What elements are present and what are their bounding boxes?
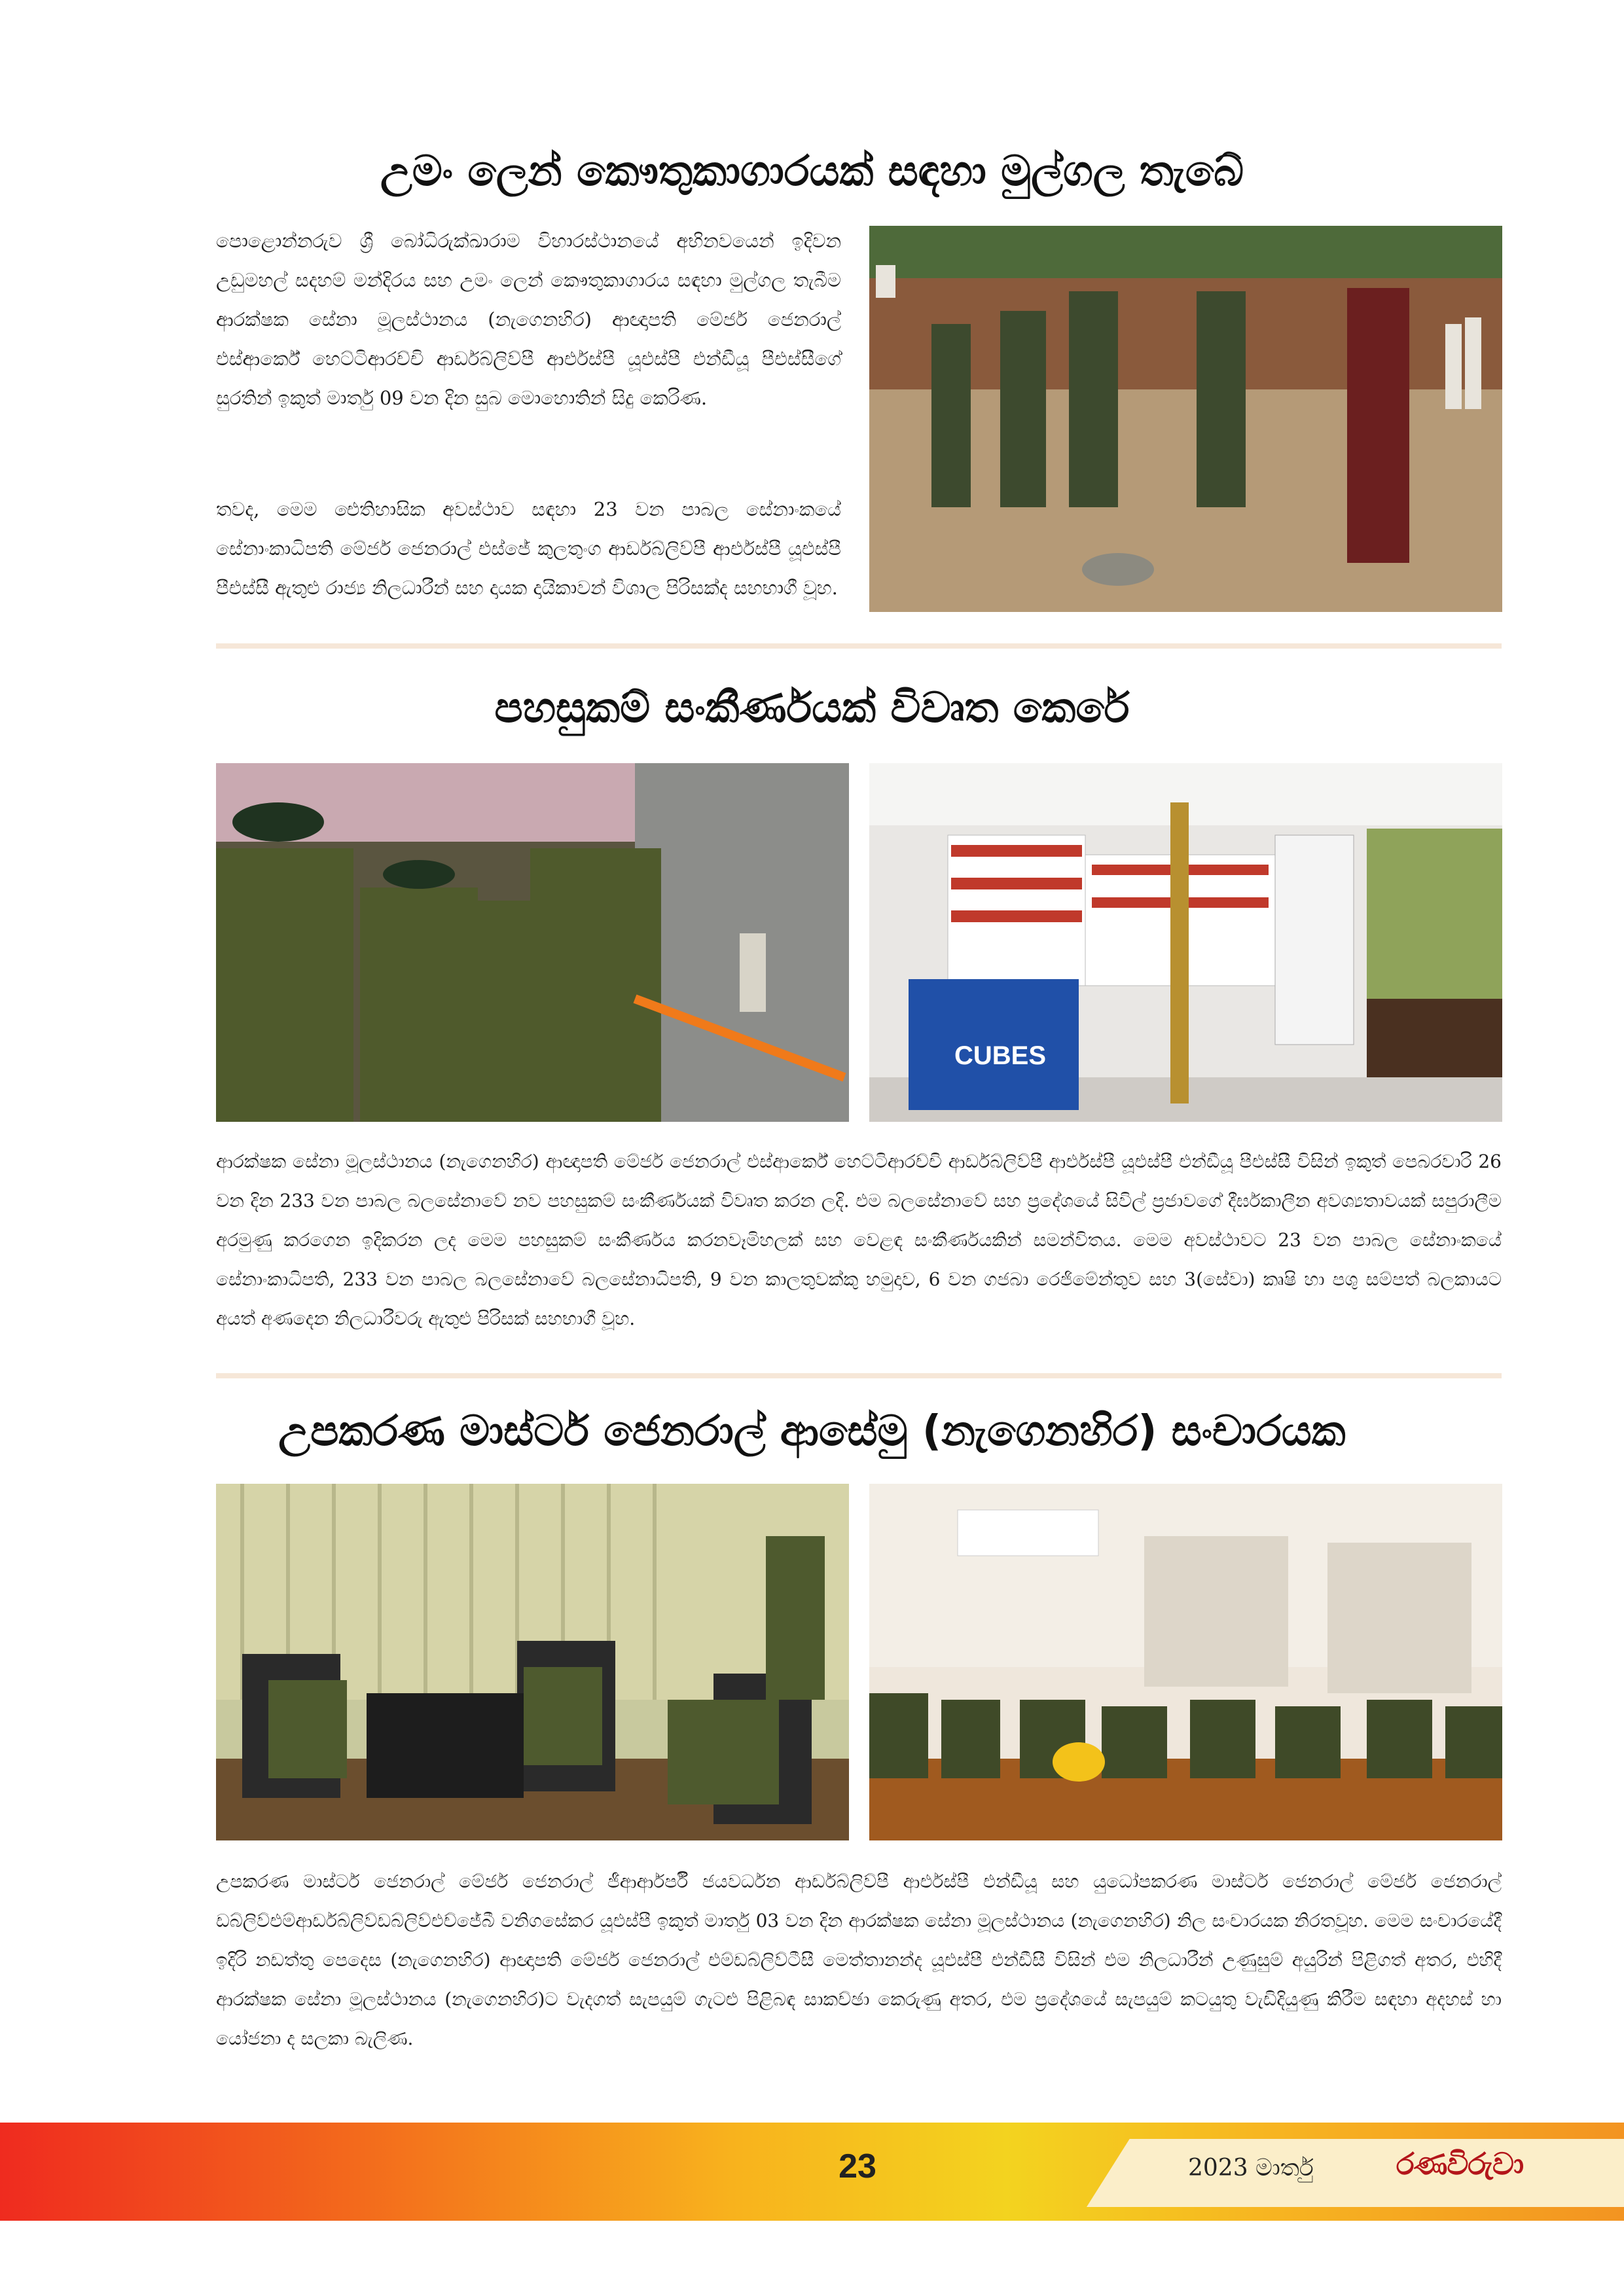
page-number: 23 [839, 2147, 876, 2185]
photo-ribbon-cutting [216, 763, 849, 1122]
issue-date: 2023 මාර්තු [1188, 2155, 1314, 2181]
separator-1 [216, 643, 1502, 649]
photo-foundation-stone-ceremony [869, 226, 1502, 612]
photo-conference-room [869, 1484, 1502, 1840]
article-3-paragraph-1: උපකරණ මාස්ටර් ජෙනරාල් මේජර් ජෙනරාල් ජීආර්ආර්පී ජයවර්ධන ආර්ඩබ්ලිව්පී ආර්එස්පී එන්ඩීයූ සහ යුධෝපකරණ මාස්ටර් ජෙනරාල් මේජර් ජෙනරාල් ඩබ්ලිව්එම්ආර්ඩබ්ලිව්ඩබ්ලිව්එච්ජේබී වනිගසේකර යූඑස්පී ඉකුත් මාර්තු 03 වන දින ආරක්ෂක සේනා මූලස්ථානය (නැගෙනහිර) නිල සංචාරයක නිරතවූහ. මෙම සංචාරයේදී ඉදිරි නඩත්තු පෙදෙස (නැගෙනහිර) ආඥාපති මේජර් ජෙනරාල් එම්ඩබ්ලිව්ටීසී මෙත්තානන්ද යූඑස්පී එන්ඩීසී විසින් එම නිලධාරීන් උණුසුම් අයුරින් පිළිගත් අතර, එහිදී ආරක්ෂක සේනා මූලස්ථානය (නැගෙනහිර)ට වැදගත් සැපයුම් ගැටළු පිළිබඳ සාකච්ඡා කෙරුණු අතර, එම ප්‍රදේශයේ සැපයුම් කටයුතු වැඩිදියුණු කිරීම සඳහා අදහස් හා යෝජනා ද සලකා බැලිණ. [216, 1871, 1502, 2049]
footer-issue-panel [1087, 2139, 1624, 2207]
magazine-logo: රණවිරුවා [1396, 2146, 1524, 2181]
article-2-paragraph-1: ආරක්ෂක සේනා මූලස්ථානය (නැගෙනහිර) ආඥාපති මේජර් ජෙනරාල් එස්ආර්කේ හෙට්ටිආරච්චි ආර්ඩබ්ලිව්පී ආර්එස්පී යූඑස්පී එන්ඩීයූ පීඑස්සී විසින් ඉකුත් පෙබරවාරි 26 වන දින 233 වන පාබල බලසේනාවේ නව පහසුකම් සංකීර්ණයක් විවෘත කරන ලදි. එම බලසේනාවේ සහ ප්‍රදේශයේ සිවිල් ප්‍රජාවගේ දීර්ඝකාලීන අවශ්‍යතාවයක් සපුරාලීම අරමුණු කරගෙන ඉදිකරන ලද මෙම පහසුකම් සංකීර්ණය කරනවෑමිහලක් සහ වෙළඳ සංකීර්ණයකින් සමන්විතය. මෙම අවස්ථාවට 23 වන පාබල සේනාංකයේ සේනාංකාධිපති, 233 වන පාබල බලසේනාවේ බලසේනාධිපති, 9 වන කාලතුවක්කු හමුදාව, 6 වන ගජබා රෙජිමේන්තුව සහ 3(සේවා) කෘෂි හා පශු සම්පත් බලකායට අයත් අණදෙන නිලධාරීවරු ඇතුළු පිරිසක් සහභාගී වූහ. [216, 1151, 1502, 1329]
article-1-paragraph-1: පොළොන්නරුව ශ්‍රී බෝධිරුක්ඛාරාම විහාරස්ථානයේ අභිනවයෙන් ඉදිවන උඩුමහල් සදහම් මන්දිරය සහ උමං ලෙන් කෞතුකාගාරය සඳහා මුල්ගල තැබීම ආරක්ෂක සේනා මූලස්ථානය (නැගෙනහිර) ආඥාපති මේජර් ජෙනරාල් එස්ආර්කේ හෙට්ටිආරච්චි ආර්ඩබ්ලිව්පී ආර්එස්පී යූඑස්පී එන්ඩීයූ පීඑස්සීගේ සුරතින් ඉකුත් මාර්තු 09 වන දින සුබ මොහොතින් සිදු කෙරිණ. [216, 230, 841, 409]
separator-2 [216, 1373, 1502, 1378]
freezer-brand-label: CUBES [954, 1041, 1047, 1070]
article-2-headline: පහසුකම් සංකීර්ණයක් විවෘත කෙරේ [494, 684, 1130, 732]
photo-shop-interior [869, 763, 1502, 1122]
article-1-headline: උමං ලෙන් කෞතුකාගාරයක් සඳහා මුල්ගල තැබේ [380, 147, 1244, 196]
photo-meeting-office [216, 1484, 849, 1840]
article-1-paragraph-2: තවද, මෙම ඓතිහාසික අවස්ථාව සඳහා 23 වන පාබල සේනාංකයේ සේනාංකාධිපති මේජර් ජෙනරාල් එස්ජේ කුලතුංග ආර්ඩබ්ලිව්පී ආර්එස්පී යූඑස්පී පීඑස්සී ඇතුළු රාජ්‍ය නිලධාරීන් සහ දායක දායිකාවන් විශාල පිරිසක්ද සහභාගී වූහ. [216, 498, 841, 599]
article-3-headline: උපකරණ මාස්ටර් ජෙනරාල් ආසේමු (නැගෙනහිර) සංචාරයක [278, 1407, 1346, 1456]
